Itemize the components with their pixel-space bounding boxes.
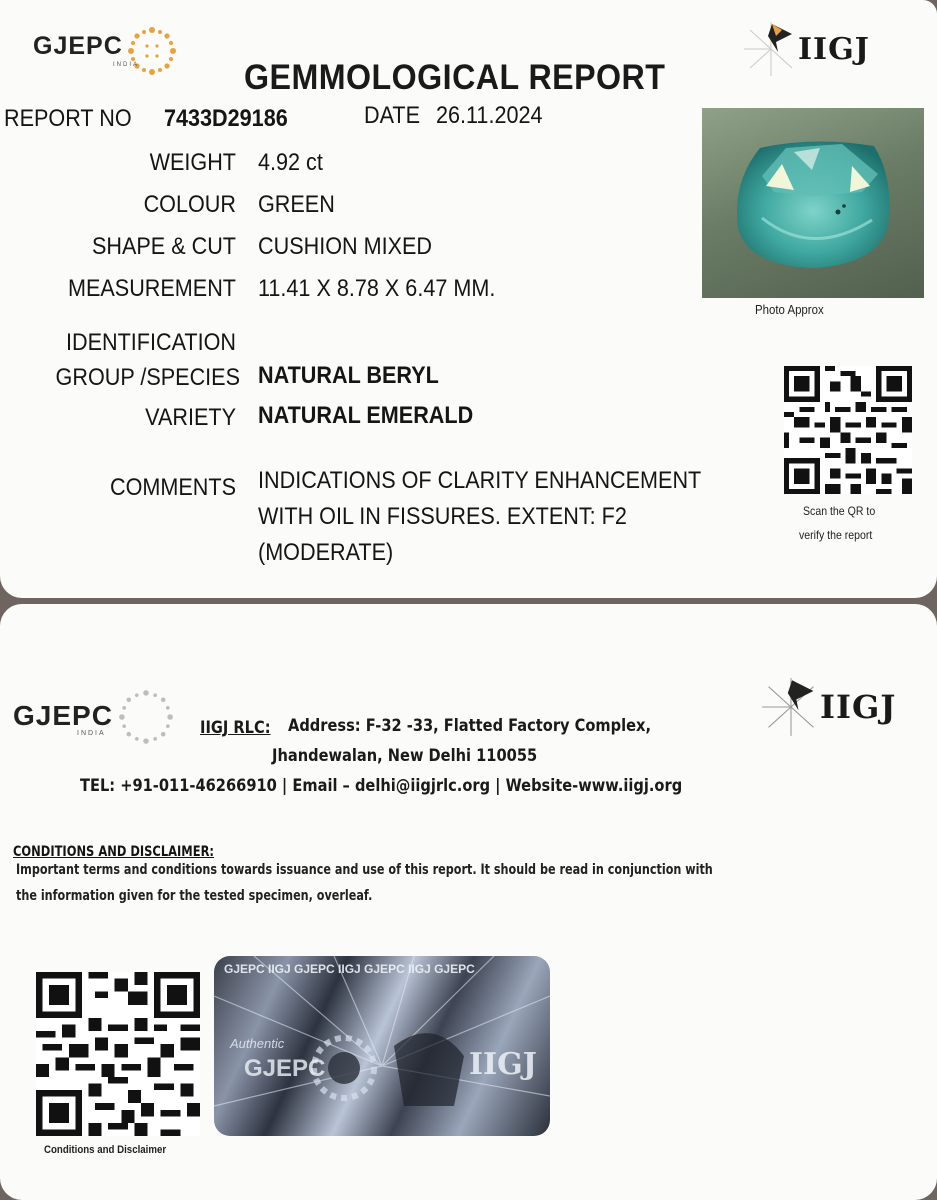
report-no-label: REPORT NO <box>4 105 132 132</box>
conditions-qr-code[interactable] <box>36 972 200 1136</box>
verify-qr-code[interactable] <box>784 366 912 494</box>
address-label: IIGJ RLC: <box>200 718 271 738</box>
weight-label: WEIGHT <box>149 149 236 176</box>
conditions-line-2: the information given for the tested specimen, overleaf. <box>16 888 373 904</box>
iigj-logo-text: IIGJ <box>798 31 870 67</box>
security-hologram <box>214 956 550 1136</box>
variety-label: VARIETY <box>145 404 236 431</box>
contact-line: TEL: +91-011-46266910 | Email – delhi@iigjrlc.org | Website-www.iigj.org <box>80 776 683 796</box>
address-line-1: Address: F-32 -33, Flatted Factory Complex, <box>288 716 652 736</box>
shape-cut-label: SHAPE & CUT <box>91 233 237 260</box>
comments-label: COMMENTS <box>110 474 236 501</box>
hologram-subtext: Authentic <box>230 1036 285 1051</box>
hologram-text: GJEPC IIGJ GJEPC IIGJ GJEPC IIGJ GJEPC <box>224 962 475 976</box>
measurement-value: 11.41 X 8.78 X 6.47 MM. <box>258 275 496 302</box>
iigj-burst-icon <box>742 20 800 78</box>
date-value: 26.11.2024 <box>436 102 543 129</box>
group-species-value: NATURAL BERYL <box>258 362 439 389</box>
gjepc-logo-subtext: INDIA <box>113 62 140 68</box>
gjepc-star-icon-back <box>115 686 177 748</box>
iigj-logo-back-text: IIGJ <box>820 688 897 726</box>
gjepc-logo-back-text: GJEPC <box>13 700 113 731</box>
qr-code-icon-back <box>36 972 200 1136</box>
group-species-label: GROUP /SPECIES <box>55 364 240 391</box>
emerald-gem-image <box>702 108 924 298</box>
conditions-qr-caption: Conditions and Disclaimer <box>44 1144 167 1156</box>
comments-line-2: WITH OIL IN FISSURES. EXTENT: F2 <box>258 503 627 530</box>
colour-value: GREEN <box>258 191 335 218</box>
iigj-logo <box>742 20 870 78</box>
svg-text:GJEPC: GJEPC <box>244 1055 326 1082</box>
qr-caption-line-2: verify the report <box>799 528 873 542</box>
measurement-label: MEASUREMENT <box>67 275 236 302</box>
svg-text:IIGJ: IIGJ <box>469 1047 537 1082</box>
qr-code-icon <box>784 366 912 494</box>
report-no-value: 7433D29186 <box>164 105 288 132</box>
report-front-card <box>0 0 937 598</box>
conditions-line-1: Important terms and conditions towards issuance and use of this report. It should be read in conjunction with <box>16 862 713 878</box>
gjepc-star-icon <box>125 24 179 78</box>
report-back-card <box>0 604 937 1200</box>
date-label: DATE <box>364 102 421 129</box>
gjepc-logo <box>33 32 179 78</box>
report-title: GEMMOLOGICAL REPORT <box>244 58 666 97</box>
photo-caption: Photo Approx <box>755 302 824 317</box>
comments-line-1: INDICATIONS OF CLARITY ENHANCEMENT <box>258 467 702 494</box>
colour-label: COLOUR <box>143 191 236 218</box>
gem-photo <box>702 108 924 298</box>
variety-value: NATURAL EMERALD <box>258 402 474 429</box>
weight-value: 4.92 ct <box>258 149 323 176</box>
gjepc-logo-text: GJEPC <box>33 32 123 60</box>
qr-caption-line-1: Scan the QR to <box>803 504 876 518</box>
address-line-2: Jhandewalan, New Delhi 110055 <box>272 746 538 766</box>
iigj-logo-back <box>760 676 896 738</box>
comments-line-3: (MODERATE) <box>258 539 394 566</box>
identification-label: IDENTIFICATION <box>65 329 236 356</box>
shape-cut-value: CUSHION MIXED <box>258 233 433 260</box>
conditions-title: CONDITIONS AND DISCLAIMER: <box>13 844 215 860</box>
iigj-burst-icon-back <box>760 676 822 738</box>
gjepc-logo-back <box>13 700 177 748</box>
gjepc-logo-back-subtext: INDIA <box>77 730 106 737</box>
